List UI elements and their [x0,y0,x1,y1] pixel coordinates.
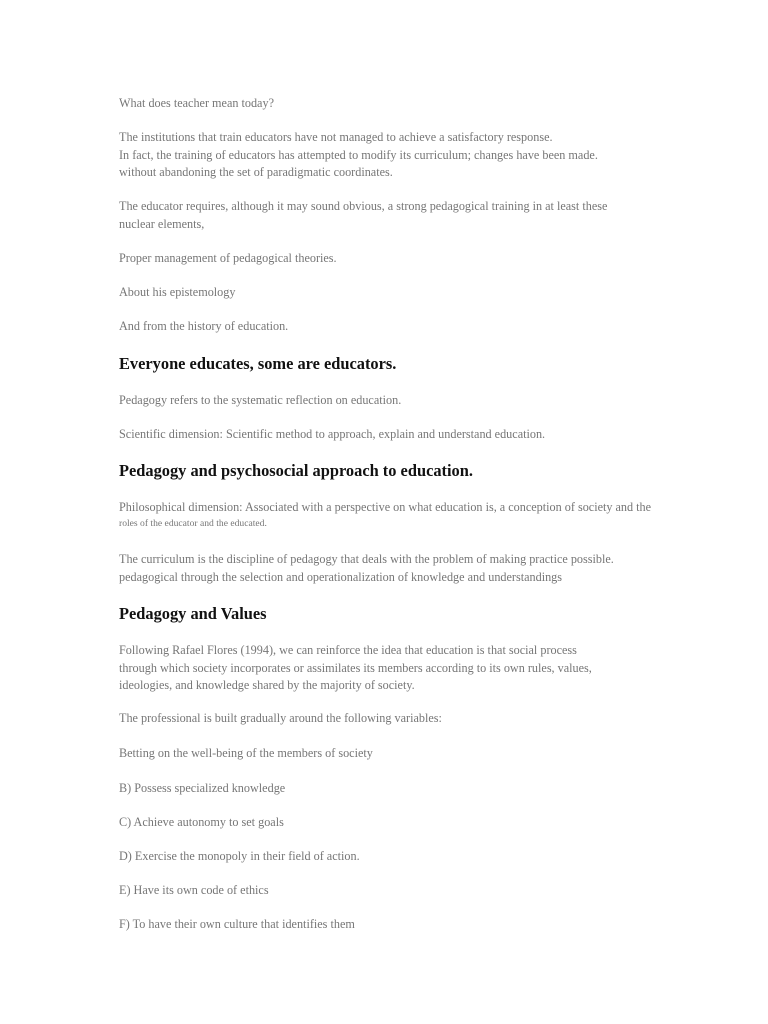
list-item-d [119,848,679,866]
text-line: without abandoning the set of paradigmatic coordinates. [119,165,393,179]
paragraph-question [119,95,679,113]
paragraph-institutions [119,129,679,182]
text-line: In fact, the training of educators has attempted to modify its curriculum; changes have been made. [119,147,598,162]
list-item-c [119,814,679,832]
text-line: Scientific dimension: Scientific method to approach, explain and understand education. [119,427,546,441]
paragraph-curriculum [119,551,679,586]
text-line: The professional is built gradually around the following variables: [119,711,442,725]
text-line: B) Possess specialized knowledge [119,781,286,795]
heading-everyone-educates: Everyone educates, some are educators. [119,354,397,373]
paragraph-philosophical [119,499,679,531]
text-line: C) Achieve autonomy to set goals [119,815,284,829]
heading-psychosocial: Pedagogy and psychosocial approach to education. [119,461,473,480]
text-line: Following Rafael Flores (1994), we can reinforce the idea that education is that social process [119,643,577,657]
paragraph-scientific-dimension [119,426,679,444]
text-line: The institutions that train educators have not managed to achieve a satisfactory response. [119,130,553,144]
paragraph-epistemology [119,284,679,302]
document-page [119,0,679,1024]
text-line: nuclear elements, [119,216,205,231]
text-line: Betting on the well-being of the members of society [119,746,373,760]
text-line: The educator requires, although it may sound obvious, a strong pedagogical training in at least these [119,199,608,213]
list-item-f [119,916,679,934]
text-line: Proper management of pedagogical theories. [119,251,337,265]
paragraph-history [119,318,679,336]
text-line: The curriculum is the discipline of pedagogy that deals with the problem of making practice possible. [119,552,614,566]
text-line: About his epistemology [119,285,236,299]
text-line: ideologies, and knowledge shared by the majority of society. [119,678,415,692]
text-line: And from the history of education. [119,319,289,333]
text-line: pedagogical through the selection and operationalization of knowledge and understandings [119,569,563,584]
paragraph-educator-requires [119,198,679,233]
paragraph-rafael-flores [119,642,679,695]
text-line: through which society incorporates or assimilates its members according to its own rules, values, [119,660,592,675]
paragraph-professional [119,710,679,728]
text-line: What does teacher mean today? [119,96,274,110]
list-item-wellbeing [119,745,679,763]
text-line: E) Have its own code of ethics [119,883,269,897]
paragraph-pedagogy-refers [119,392,679,410]
list-item-e [119,882,679,900]
paragraph-management [119,250,679,268]
text-line: Philosophical dimension: Associated with a perspective on what education is, a conception of society and the [119,500,652,514]
text-line: F) To have their own culture that identifies them [119,917,355,931]
heading-values: Pedagogy and Values [119,604,267,623]
text-line: Pedagogy refers to the systematic reflection on education. [119,393,402,407]
list-item-b [119,780,679,798]
text-line: D) Exercise the monopoly in their field of action. [119,849,360,863]
text-line: roles of the educator and the educated. [119,517,267,529]
